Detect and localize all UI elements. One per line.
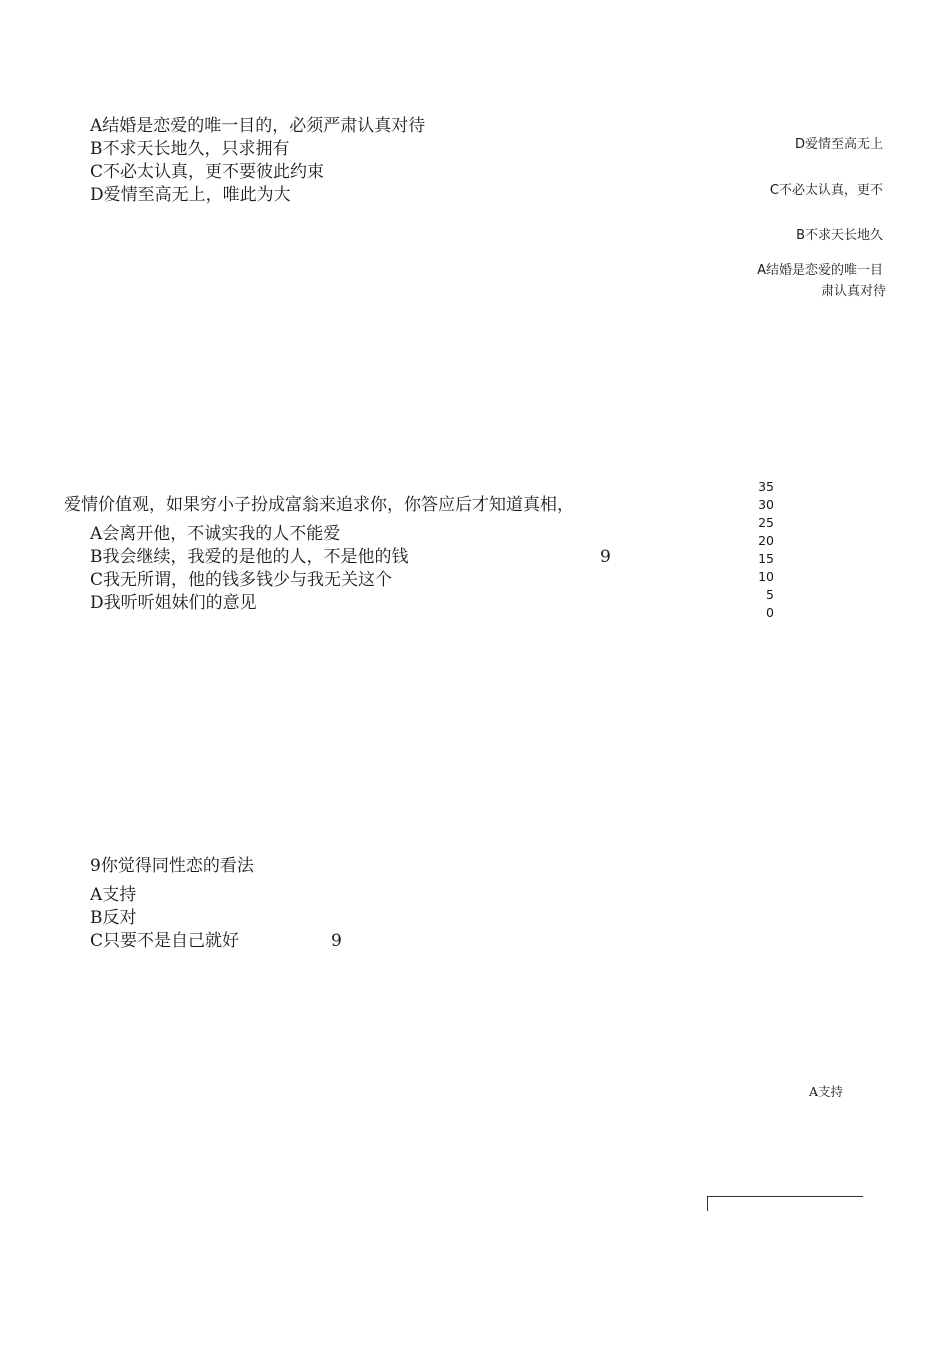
chart3-label-a: A支持 [809,1084,844,1099]
q1-options [90,115,425,207]
chart2-ytick: 0 [766,605,774,620]
q1-option-a: A结婚是恋爱的唯一目的，必须严肃认真对待 [90,116,426,136]
chart2-ytick: 25 [758,515,774,530]
q3-question: 9你觉得同性恋的看法 [90,856,254,876]
chart2-ytick: 15 [758,551,774,566]
chart2-ytick: 5 [766,587,774,602]
q2-question: 爱情价值观，如果穷小子扮成富翁来追求你，你答应后才知道真相， [64,495,574,515]
q1-option-d: D爱情至高无上，唯此为大 [90,185,291,205]
chart2-ytick: 10 [758,569,774,584]
chart1-label-d: D爱情至高无上 [794,137,883,152]
chart1-label-a-cont: 肃认真对待 [820,284,886,299]
chart2-ytick: 30 [758,497,774,512]
chart1-label-c: C不必太认真，更不 [769,183,883,198]
q2-options [90,523,409,615]
chart3-frame-top [707,1196,863,1197]
chart2-y-axis [734,478,774,622]
q3-count: 9 [331,931,342,951]
chart1-label-a: A结婚是恋爱的唯一目 [757,263,883,278]
chart2-ytick: 35 [758,479,774,494]
q3-option-b: B反对 [90,908,137,928]
q2-option-d: D我听听姐妹们的意见 [90,593,257,613]
q2-option-b: B我会继续，我爱的是他的人，不是他的钱 [90,547,409,567]
q2-option-a: A会离开他，不诚实我的人不能爱 [90,524,341,544]
q2-count: 9 [600,547,611,567]
q1-option-b: B不求天长地久，只求拥有 [90,139,290,159]
chart3-frame-left [707,1196,708,1211]
q3-options [90,884,239,953]
q1-option-c: C不必太认真，更不要彼此约束 [90,162,325,182]
q2-option-c: C我无所谓，他的钱多钱少与我无关这个 [90,570,393,590]
q3-option-a: A支持 [90,885,137,905]
q3-option-c: C只要不是自己就好 [90,931,240,951]
chart2-ytick: 20 [758,533,774,548]
chart1-label-b: B不求天长地久 [796,228,883,243]
